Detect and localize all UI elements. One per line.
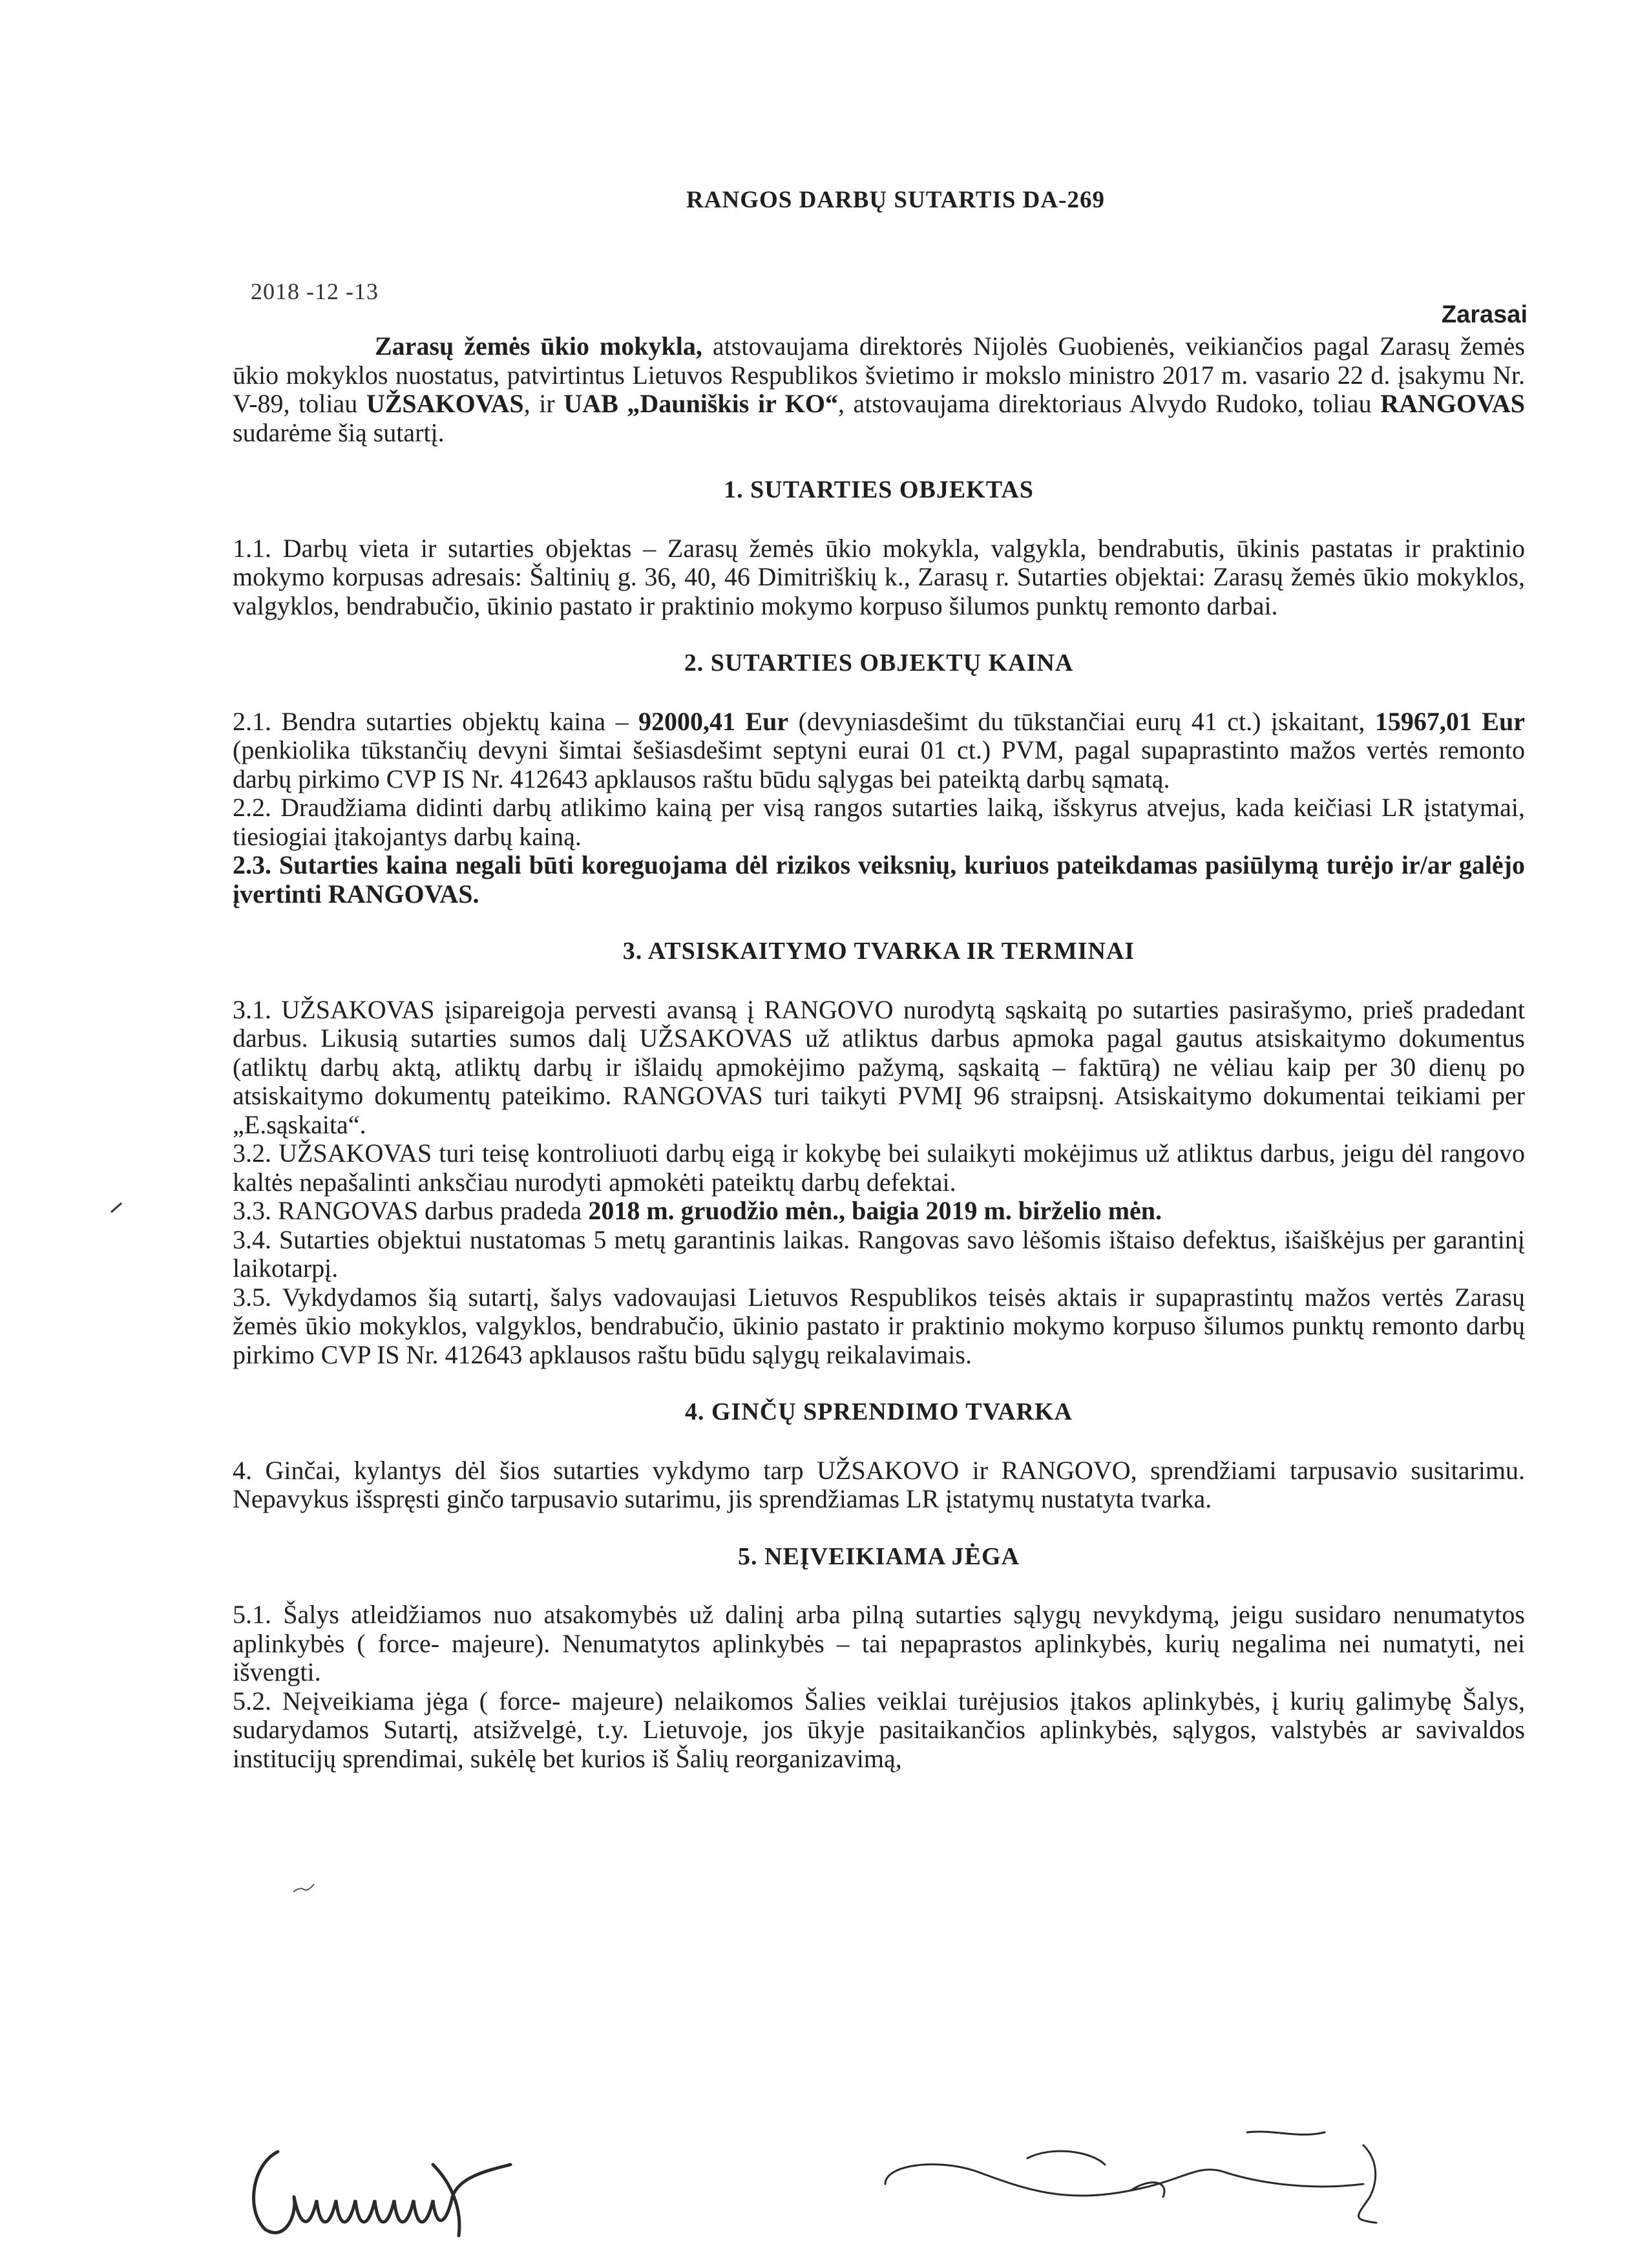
intro-paragraph (233, 332, 1525, 447)
s3-p3-dates: 2018 m. gruodžio mėn., baigia 2019 m. birželio mėn. (588, 1196, 1162, 1225)
contractor-signature-icon (859, 2094, 1428, 2236)
section-1-heading: 1. SUTARTIES OBJEKTAS (724, 476, 1034, 503)
section-4-heading: 4. GINČŲ SPRENDIMO TVARKA (685, 1398, 1073, 1425)
intro-text-c: , atstovaujama direktoriaus Alvydo Rudoko, toliau (837, 389, 1381, 418)
section-3-paragraph-2: 3.2. UŽSAKOVAS turi teisę kontroliuoti darbų eigą ir kokybę bei sulaikyti mokėjimus už atliktus darbus, jeigu dėl rangovo kaltės nepašalinti anksčiau nurodyti apmokėti pateiktų darbų defektai. (233, 1139, 1525, 1197)
intro-text-b: , ir (523, 389, 564, 418)
section-3-heading: 3. ATSISKAITYMO TVARKA IR TERMINAI (622, 938, 1135, 965)
document-title: RANGOS DARBŲ SUTARTIS DA-269 (686, 187, 1105, 213)
section-1-paragraph-1: 1.1. Darbų vieta ir sutarties objektas – Zarasų žemės ūkio mokykla, valgykla, bendrabutis, ūkinis pastatas ir praktinio mokymo korpusas adresais: Šaltinių g. 36, 40, 46 Dimitriškių k., Zarasų r. Sutarties objektai: Zarasų žemės ūkio mokyklos, valgyklos, bendrabučio, ūkinio pastato ir praktinio mokymo korpuso šilumos punktų remonto darbai. (233, 533, 1525, 620)
document-place: Zarasai (1441, 301, 1528, 328)
section-5-paragraph-2: 5.2. Neįveikiama jėga ( force- majeure) nelaikomos Šalies veiklai turėjusios įtakos aplinkybės, į kurių galimybę Šalys, sudarydamos Sutartį, atsižvelgė, t.y. Lietuvoje, jos ūkyje pasitaikančios aplinkybės, sąlygos, valstybės ar savivaldos institucijų sprendimai, sukėlę bet kurios iš Šalių reorganizavimą, (233, 1686, 1525, 1773)
document-date: 2018 -12 -13 (251, 278, 379, 304)
intro-text-a: atstovaujama direktorės Nijolės Guobienės, veikiančios pagal Zarasų žemės ūkio mokyklos nuostatus, patvirtintus Lietuvos Respublikos švietimo ir mokslo ministro 2017 m. vasario 22 d. įsakymu Nr. V-89, toliau (233, 331, 1525, 418)
s2-p1-total-price: 92000,41 Eur (638, 706, 789, 736)
section-3-paragraph-4: 3.4. Sutarties objektui nustatomas 5 metų garantinis laikas. Rangovas savo lėšomis ištaiso defektus, išaiškėjus per garantinį laikotarpį. (233, 1224, 1525, 1283)
s2-p1-c: (devyniasdešimt du tūkstančiai eurų 41 ct.) įskaitant, (788, 706, 1375, 736)
intro-bold-c: UAB „Dauniškis ir KO“ (563, 389, 838, 418)
intro-bold-b: UŽSAKOVAS (366, 389, 524, 418)
s2-p1-e: (penkiolika tūkstančių devyni šimtai šešiasdešimt septyni eurai 01 ct.) PVM, pagal supaprastinto mažos vertės remonto darbų pirkimo CVP IS Nr. 412643 apklausos raštu būdu sąlygas bei pateiktą darbų sąmatą. (233, 735, 1525, 793)
section-3-paragraph-3 (233, 1197, 1525, 1226)
section-2-heading: 2. SUTARTIES OBJEKTŲ KAINA (684, 649, 1074, 677)
section-2-paragraph-3: 2.3. Sutarties kaina negali būti koreguojama dėl rizikos veiksnių, kuriuos pateikdamas pasiūlymą turėjo ir/ar galėjo įvertinti RANGOVAS. (233, 850, 1525, 908)
section-3-paragraph-1: 3.1. UŽSAKOVAS įsipareigoja pervesti avansą į RANGOVO nurodytą sąskaitą po sutarties pasirašymo, prieš pradedant darbus. Likusią sutarties sumos dalį UŽSAKOVAS už atliktus darbus apmoka pagal gautus atsiskaitymo dokumentus (atliktų darbų aktą, atliktų darbų ir išlaidų apmokėjimo pažymą, sąskaitą – faktūrą) ne vėliau kaip per 30 dienų po atsiskaitymo dokumentų pateikimo. RANGOVAS turi taikyti PVMĮ 96 straipsnį. Atsiskaitymo dokumentai teikiami per „E.sąskaita“. (233, 994, 1525, 1139)
section-3-paragraph-5: 3.5. Vykdydamos šią sutartį, šalys vadovaujasi Lietuvos Respublikos teisės aktais ir supaprastintų mažos vertės Zarasų žemės ūkio mokyklos, valgyklos, bendrabučio, ūkinio pastato ir praktinio mokymo korpuso šilumos punktų remonto darbų pirkimo CVP IS Nr. 412643 apklausos raštu būdu sąlygų reikalavimais. (233, 1282, 1525, 1369)
scan-mark-icon (109, 1199, 124, 1215)
section-5-heading: 5. NEĮVEIKIAMA JĖGA (738, 1542, 1020, 1570)
section-2-paragraph-1 (233, 708, 1525, 794)
s2-p1-vat: 15967,01 Eur (1374, 706, 1525, 736)
s3-p3-a: 3.3. RANGOVAS darbus pradeda (233, 1196, 589, 1225)
section-4-paragraph-1: 4. Ginčai, kylantys dėl šios sutarties vykdymo tarp UŽSAKOVO ir RANGOVO, sprendžiami tarpusavio susitarimu. Nepavykus išspręsti ginčo tarpusavio sutarimu, jis sprendžiamas LR įstatymų nustatyta tvarka. (233, 1455, 1525, 1513)
section-2-paragraph-2: 2.2. Draudžiama didinti darbų atlikimo kainą per visą rangos sutarties laiką, išskyrus atvejus, kada keičiasi LR įstatymai, tiesiogiai įtakojantys darbų kainą. (233, 793, 1525, 851)
customer-signature-icon (239, 2139, 523, 2242)
document-body (233, 332, 1525, 1773)
section-5-paragraph-1: 5.1. Šalys atleidžiamos nuo atsakomybės už dalinį arba pilną sutarties sąlygų nevykdymą, jeigu susidaro nenumatytos aplinkybės ( force- majeure). Nenumatytos aplinkybės – tai nepaprastos aplinkybės, kurių negalima nei numatyti, nei išvengti. (233, 1600, 1525, 1686)
intro-text-d: sudarėme šią sutartį. (233, 417, 445, 447)
s2-p1-a: 2.1. Bendra sutarties objektų kaina – (233, 706, 639, 736)
intro-bold-d: RANGOVAS (1380, 389, 1526, 418)
intro-bold-lead: Zarasų žemės ūkio mokykla, (375, 331, 702, 361)
scan-mark-icon (291, 1878, 317, 1897)
